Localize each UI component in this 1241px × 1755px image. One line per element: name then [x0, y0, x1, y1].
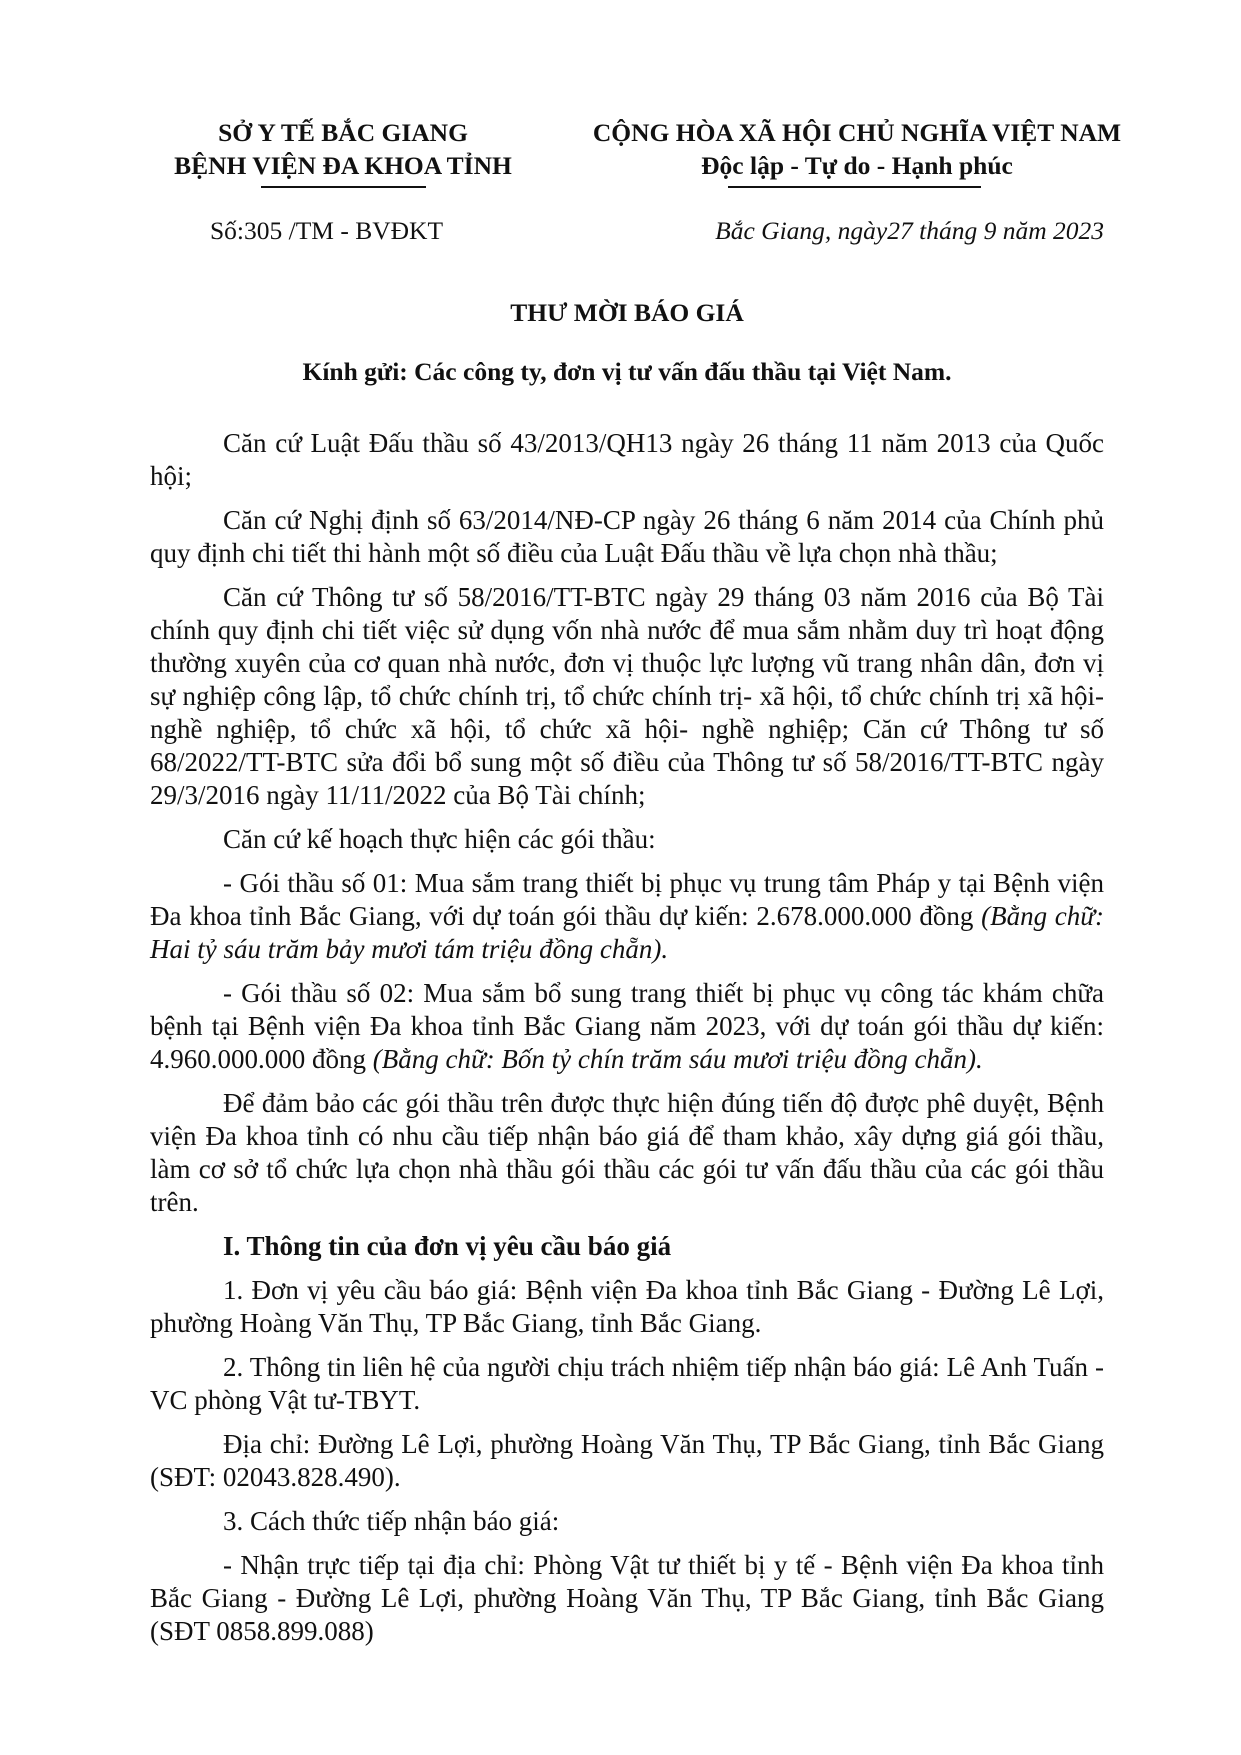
package-2-amount-words: (Bằng chữ: Bốn tỷ chín trăm sáu mươi triệu đồng chẵn).: [372, 1044, 983, 1074]
issuer-parent: SỞ Y TẾ BẮC GIANG: [218, 118, 468, 147]
paragraph: 2. Thông tin liên hệ của người chịu trách nhiệm tiếp nhận báo giá: Lê Anh Tuấn - VC phòng Vật tư-TBYT.: [150, 1352, 1104, 1415]
package-1-text: - Gói thầu số 01: Mua sắm trang thiết bị phục vụ trung tâm Pháp y tại Bệnh viện Đa khoa tỉnh Bắc Giang, với dự toán gói thầu dự kiến: 2.678.000.000 đồng: [150, 868, 1104, 931]
issuer-block: [150, 116, 536, 182]
document-date: Bắc Giang, ngày27 tháng 9 năm 2023: [715, 216, 1104, 245]
addressee: Kính gửi: Các công ty, đơn vị tư vấn đấu thầu tại Việt Nam.: [302, 357, 952, 386]
document-title: THƯ MỜI BÁO GIÁ: [510, 298, 744, 327]
paragraph: Địa chỉ: Đường Lê Lợi, phường Hoàng Văn Thụ, TP Bắc Giang, tỉnh Bắc Giang (SĐT: 02043.828.490).: [150, 1429, 1104, 1492]
national-motto-block: [560, 116, 1154, 182]
country-name: CỘNG HÒA XÃ HỘI CHỦ NGHĨA VIỆT NAM: [592, 118, 1122, 147]
paragraph: [150, 977, 1104, 1076]
paragraph: 1. Đơn vị yêu cầu báo giá: Bệnh viện Đa khoa tỉnh Bắc Giang - Đường Lê Lợi, phường Hoàng Văn Thụ, TP Bắc Giang, tỉnh Bắc Giang.: [150, 1275, 1104, 1338]
package-1-amount-words: (Bằng chữ: Hai tỷ sáu trăm bảy mươi tám triệu đồng chẵn).: [150, 901, 1105, 964]
document-body: [150, 427, 1104, 1659]
package-2-text: - Gói thầu số 02: Mua sắm bổ sung trang thiết bị phục vụ công tác khám chữa bệnh tại Bệnh viện Đa khoa tỉnh Bắc Giang năm 2023, với dự toán gói thầu dự kiến: 4.960.000.000 đồng: [150, 978, 1104, 1074]
paragraph: Căn cứ Nghị định số 63/2014/NĐ-CP ngày 26 tháng 6 năm 2014 của Chính phủ quy định chi tiết thi hành một số điều của Luật Đấu thầu về lựa chọn nhà thầu;: [150, 505, 1104, 568]
document-header: [150, 116, 1122, 245]
paragraph: Căn cứ Thông tư số 58/2016/TT-BTC ngày 29 tháng 03 năm 2016 của Bộ Tài chính quy định chi tiết việc sử dụng vốn nhà nước để mua sắm nhằm duy trì hoạt động thường xuyên của cơ quan nhà nước, đơn vị thuộc lực lượng vũ trang nhân dân, đơn vị sự nghiệp công lập, tổ chức chính trị, tổ chức chính trị- xã hội, tổ chức chính trị xã hội- nghề nghiệp, tổ chức xã hội, tổ chức xã hội- nghề nghiệp; Căn cứ Thông tư số 68/2022/TT-BTC sửa đổi bổ sung một số điều của Thông tư số 58/2016/TT-BTC ngày 29/3/2016 ngày 11/11/2022 của Bộ Tài chính;: [150, 582, 1104, 810]
paragraph: Căn cứ kế hoạch thực hiện các gói thầu:: [223, 824, 656, 854]
motto-underline: [728, 186, 981, 188]
issuer-name: BỆNH VIỆN ĐA KHOA TỈNH: [174, 151, 512, 180]
document-number: Số:305 /TM - BVĐKT: [210, 216, 444, 245]
paragraph: 3. Cách thức tiếp nhận báo giá:: [223, 1506, 560, 1536]
national-motto: Độc lập - Tự do - Hạnh phúc: [701, 151, 1013, 180]
paragraph: - Nhận trực tiếp tại địa chỉ: Phòng Vật tư thiết bị y tế - Bệnh viện Đa khoa tỉnh Bắc Giang - Đường Lê Lợi, phường Hoàng Văn Thụ, TP Bắc Giang, tỉnh Bắc Giang (SĐT 0858.899.088): [150, 1550, 1104, 1646]
issuer-underline: [261, 186, 426, 188]
paragraph: [150, 867, 1104, 966]
paragraph: Căn cứ Luật Đấu thầu số 43/2013/QH13 ngày 26 tháng 11 năm 2013 của Quốc hội;: [150, 428, 1104, 491]
section-heading: I. Thông tin của đơn vị yêu cầu báo giá: [223, 1231, 672, 1261]
paragraph: Để đảm bảo các gói thầu trên được thực hiện đúng tiến độ được phê duyệt, Bệnh viện Đa khoa tỉnh có nhu cầu tiếp nhận báo giá để tham khảo, xây dựng giá gói thầu, làm cơ sở tổ chức lựa chọn nhà thầu gói thầu các gói tư vấn đấu thầu của các gói thầu trên.: [150, 1088, 1104, 1217]
